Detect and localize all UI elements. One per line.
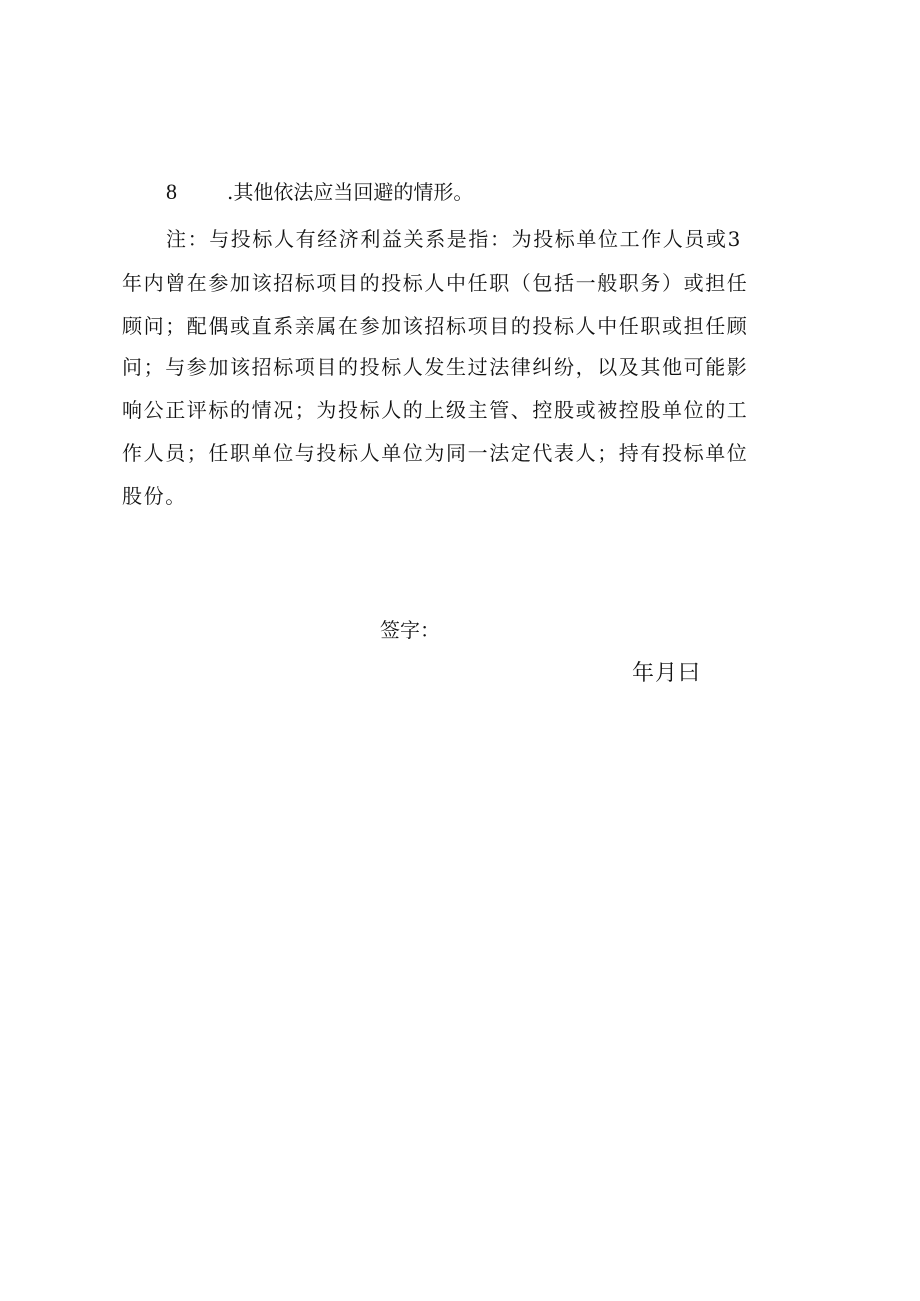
signature-label: 签字：	[380, 618, 440, 642]
note-line-1: 注：与投标人有经济利益关系是指：为投标单位工作人员或3	[166, 227, 742, 251]
note-line-7: 股份。	[122, 484, 187, 508]
note-line-3: 顾问；配偶或直系亲属在参加该招标项目的投标人中任职或担任顾	[122, 314, 749, 338]
note-line-6: 作人员；任职单位与投标人单位为同一法定代表人；持有投标单位	[122, 441, 749, 465]
item-text: .其他依法应当回避的情形。	[227, 180, 474, 204]
note-line-5: 响公正评标的情况；为投标人的上级主管、控股或被控股单位的工	[122, 398, 749, 422]
note-line-2: 年内曾在参加该招标项目的投标人中任职（包括一般职务）或担任	[122, 271, 749, 295]
note-line-4: 问；与参加该招标项目的投标人发生过法律纠纷，以及其他可能影	[122, 355, 749, 379]
item-number: 8	[166, 179, 177, 204]
date-label: 年月曰	[632, 661, 702, 686]
